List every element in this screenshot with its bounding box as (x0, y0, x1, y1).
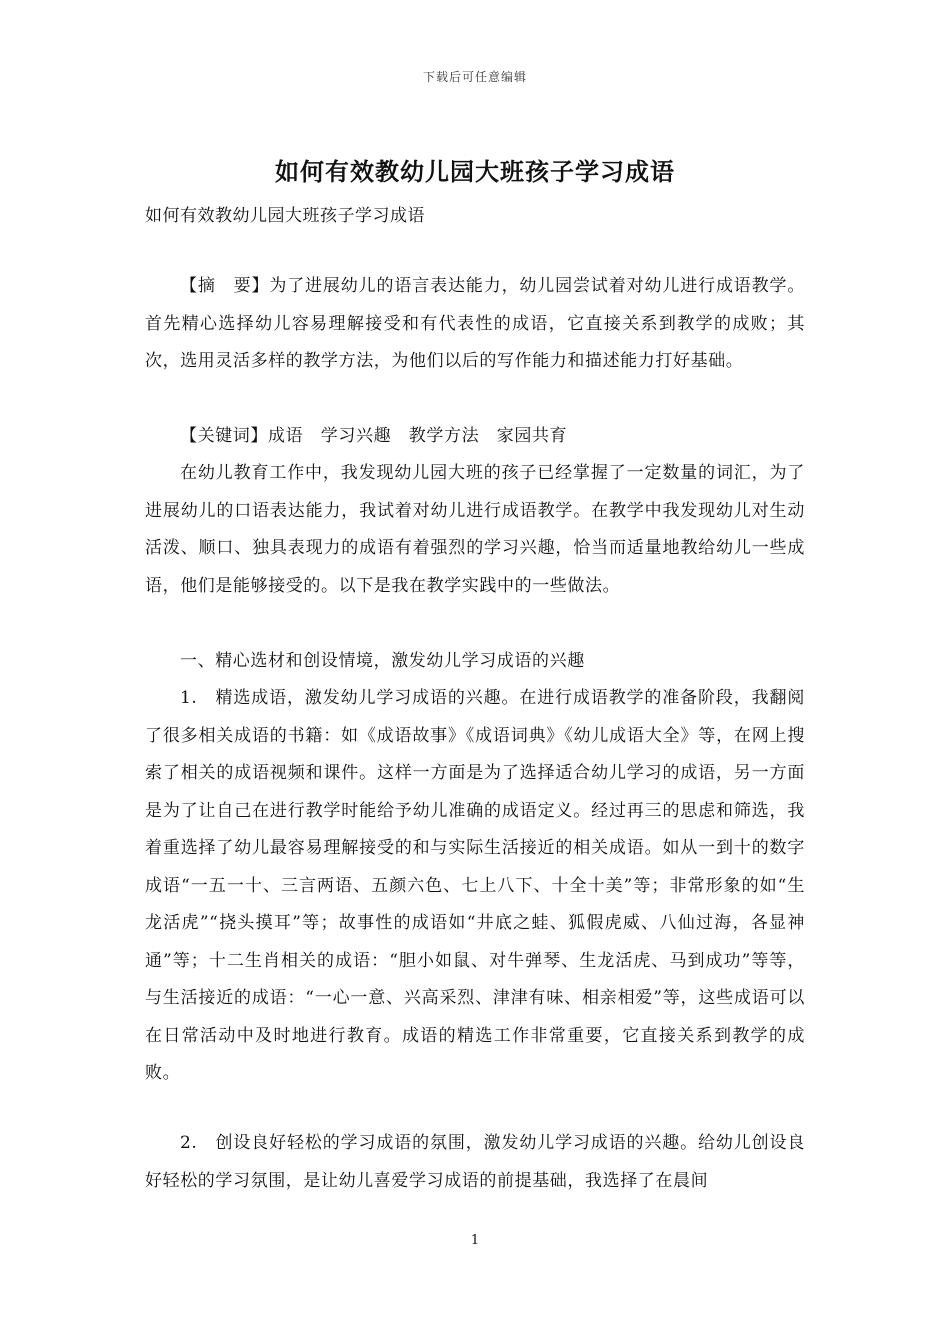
page-number: 1 (470, 1233, 480, 1248)
section-item-2: 2. 创设良好轻松的学习成语的氛围，激发幼儿学习成语的兴趣。给幼儿创设良好轻松的学习氛围，是让幼儿喜爱学习成语的前提基础，我选择了在晨间 (145, 1133, 805, 1191)
section-heading-1: 一、精心选材和创设情境，激发幼儿学习成语的兴趣 (180, 651, 585, 671)
header-note: 下载后可任意编辑 (422, 70, 527, 84)
section-item-1: 1. 精选成语，激发幼儿学习成语的兴趣。在进行成语教学的准备阶段，我翻阅了很多相关成语的书籍：如《成语故事》《成语词典》《幼儿成语大全》等，在网上搜索了相关的成语视频和课件。这样一方面是为了选择适合幼儿学习的成语，另一方面是为了让自己在进行教学时能给予幼儿准确的成语定义。经过再三的思虑和筛选，我着重选择了幼儿最容易理解接受的和与实际生活接近的相关成语。如从一到十的数字成语“一五一十、三言两语、五颜六色、七上八下、十全十美”等；非常形象的如“生龙活虎”“挠头摸耳”等；故事性的成语如“井底之蛙、狐假虎威、八仙过海，各显神通”等；十二生肖相关的成语：“胆小如鼠、对牛弹琴、生龙活虎、马到成功”等等，与生活接近的成语：“一心一意、兴高采烈、津津有味、相亲相爱”等，这些成语可以在日常活动中及时地进行教育。成语的精选工作非常重要，它直接关系到教学的成败。 (145, 688, 805, 1083)
keywords-paragraph: 【关键词】成语 学习兴趣 教学方法 家园共育 (180, 426, 568, 446)
intro-paragraph: 在幼儿教育工作中，我发现幼儿园大班的孩子已经掌握了一定数量的词汇，为了进展幼儿的口语表达能力，我试着对幼儿进行成语教学。在教学中我发现幼儿对生动活泼、顺口、独具表现力的成语有着强烈的学习兴趣，恰当而适量地教给幼儿一些成语，他们是能够接受的。以下是我在教学实践中的一些做法。 (145, 463, 805, 596)
document-title: 如何有效教幼儿园大班孩子学习成语 (275, 157, 675, 186)
document-subtitle: 如何有效教幼儿园大班孩子学习成语 (145, 206, 425, 226)
abstract-paragraph: 【摘 要】为了进展幼儿的语言表达能力，幼儿园尝试着对幼儿进行成语教学。首先精心选择幼儿容易理解接受和有代表性的成语，它直接关系到教学的成败；其次，选用灵活多样的教学方法，为他们以后的写作能力和描述能力打好基础。 (145, 276, 805, 371)
